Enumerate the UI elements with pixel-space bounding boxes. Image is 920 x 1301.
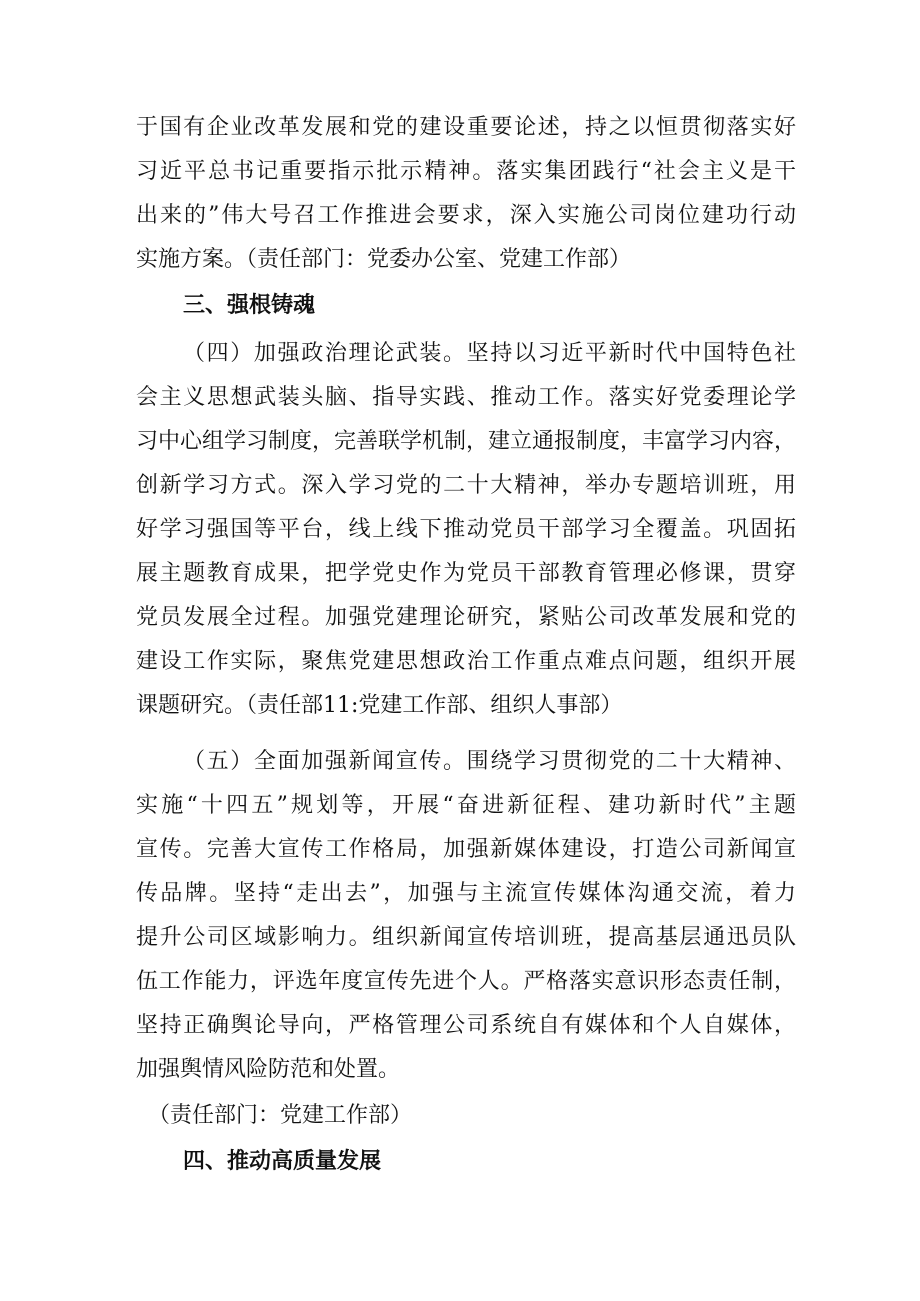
responsibility-note: （责任部门：党建工作部） <box>148 1103 413 1128</box>
body-line: 实施“十四五”规划等，开展“奋进新征程、建功新时代”主题 <box>136 793 796 818</box>
body-line: （五）全面加强新闻宣传。围绕学习贯彻党的二十大精神、 <box>183 749 796 774</box>
body-line: 出来的”伟大号召工作推进会要求，深入实施公司岗位建功行动 <box>136 203 796 228</box>
body-line: （四）加强政治理论武装。坚持以习近平新时代中国特色社 <box>183 341 796 366</box>
body-line: 习中心组学习制度，完善联学机制，建立通报制度，丰富学习内容， <box>136 429 797 454</box>
body-line: 加强舆情风险防范和处置。 <box>136 1057 401 1082</box>
body-line: 伍工作能力，评选年度宣传先进个人。严格落实意识形态责任制， <box>136 969 796 994</box>
body-line: 提升公司区域影响力。组织新闻宣传培训班，提高基层通迅员队 <box>136 925 796 950</box>
body-line: 创新学习方式。深入学习党的二十大精神，举办专题培训班，用 <box>136 473 796 498</box>
body-line: 展主题教育成果，把学党史作为党员干部教育管理必修课，贯穿 <box>136 561 796 586</box>
body-line: 习近平总书记重要指示批示精神。落实集团践行“社会主义是干 <box>136 159 796 184</box>
body-line: 实施方案。（责任部门：党委办公室、党建工作部） <box>136 247 632 272</box>
section-heading: 三、强根铸魂 <box>183 293 316 318</box>
body-line: 传品牌。坚持“走出去”，加强与主流宣传媒体沟通交流，着力 <box>136 881 796 906</box>
body-line: 党员发展全过程。加强党建理论研究，紧贴公司改革发展和党的 <box>136 605 796 630</box>
body-line: 好学习强国等平台，线上线下推动党员干部学习全覆盖。巩固拓 <box>136 517 796 542</box>
body-line: 课题研究。（责任部11:党建工作部、组织人事部） <box>136 693 623 718</box>
section-heading: 四、推动高质量发展 <box>183 1149 382 1174</box>
body-line: 坚持正确舆论导向，严格管理公司系统自有媒体和个人自媒体， <box>136 1013 796 1038</box>
body-line: 于国有企业改革发展和党的建设重要论述，持之以恒贯彻落实好 <box>136 115 796 140</box>
body-line: 会主义思想武装头脑、指导实践、推动工作。落实好党委理论学 <box>136 385 796 410</box>
body-line: 宣传。完善大宣传工作格局，加强新媒体建设，打造公司新闻宣 <box>136 837 796 862</box>
body-line: 建设工作实际，聚焦党建思想政治工作重点难点问题，组织开展 <box>136 649 796 674</box>
